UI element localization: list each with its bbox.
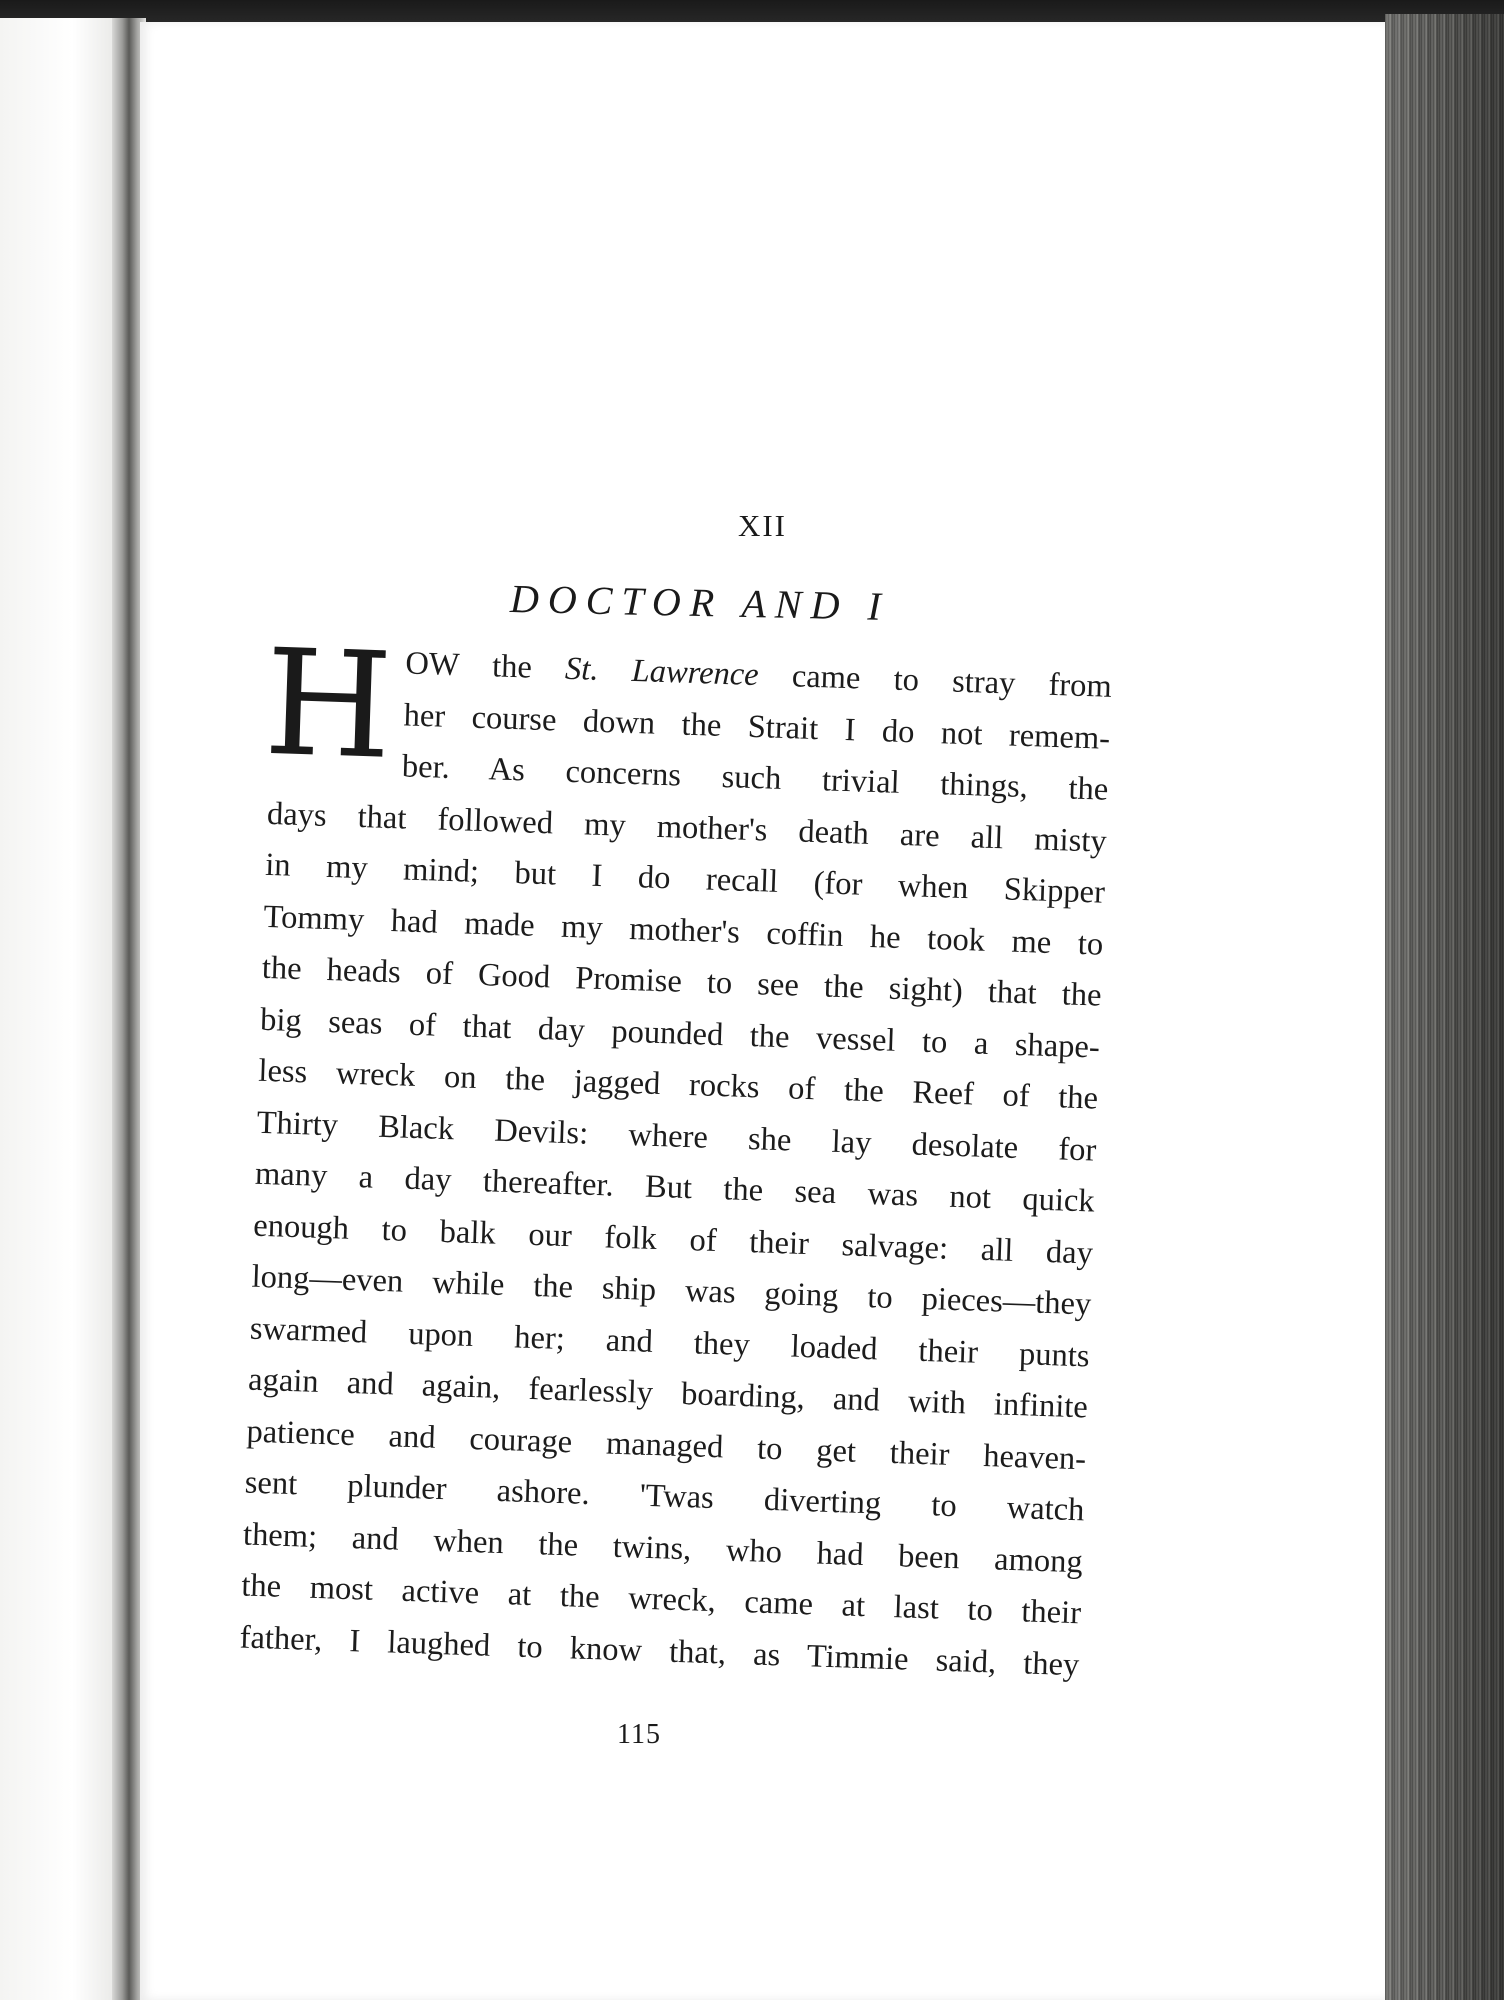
text-line-5: in my mind; but I do recall (for when Skipper [264, 846, 1106, 911]
text-line-8: big seas of that day pounded the vessel to a shape- [259, 1001, 1101, 1066]
chapter-number: XII [737, 508, 788, 543]
ship-name: St. Lawrence [564, 650, 760, 694]
text-line-12: enough to balk our folk of their salvage: all day [252, 1207, 1094, 1272]
chapter-title: DOCTOR AND I [509, 576, 891, 629]
page-fore-edge [1385, 14, 1504, 2000]
text-line-17: sent plunder ashore. 'Twas diverting to watch [244, 1464, 1085, 1529]
text-line-6: Tommy had made my mother's coffin he took me to [263, 898, 1104, 963]
text-line-4: days that followed my mother's death are all misty [266, 795, 1108, 860]
text-line-11: many a day thereafter. But the sea was not quick [254, 1155, 1096, 1220]
text-line-20: father, I laughed to know that, as Timmie said, they [239, 1618, 1080, 1683]
text-line-3: ber. As concerns such trivial things, the [401, 748, 1109, 808]
text-line-10: Thirty Black Devils: where she lay desolate for [256, 1104, 1097, 1169]
text-line-16: patience and courage managed to get their heaven- [245, 1413, 1087, 1477]
book-page [140, 22, 1385, 2000]
body-text [239, 617, 1113, 1691]
text-line-9: less wreck on the jagged rocks of the Reef of the [257, 1052, 1099, 1117]
text-line-13: long—even while the ship was going to pieces—they [251, 1258, 1092, 1323]
text-line-15: again and again, fearlessly boarding, and with infinite [247, 1361, 1089, 1426]
drop-cap: H [261, 617, 395, 792]
text-line-14: swarmed upon her; and they loaded their punts [249, 1310, 1091, 1374]
text-line-18: them; and when the twins, who had been among [242, 1516, 1084, 1580]
text-line-2: her course down the Strait I do not remem- [403, 696, 1111, 757]
text-line-19: the most active at the wreck, came at last to their [240, 1567, 1082, 1632]
text-line-1: OW the St. Lawrence came to stray from [404, 645, 1113, 705]
text-line-7: the heads of Good Promise to see the sight) that the [261, 949, 1103, 1014]
page-number: 115 [617, 1719, 661, 1750]
